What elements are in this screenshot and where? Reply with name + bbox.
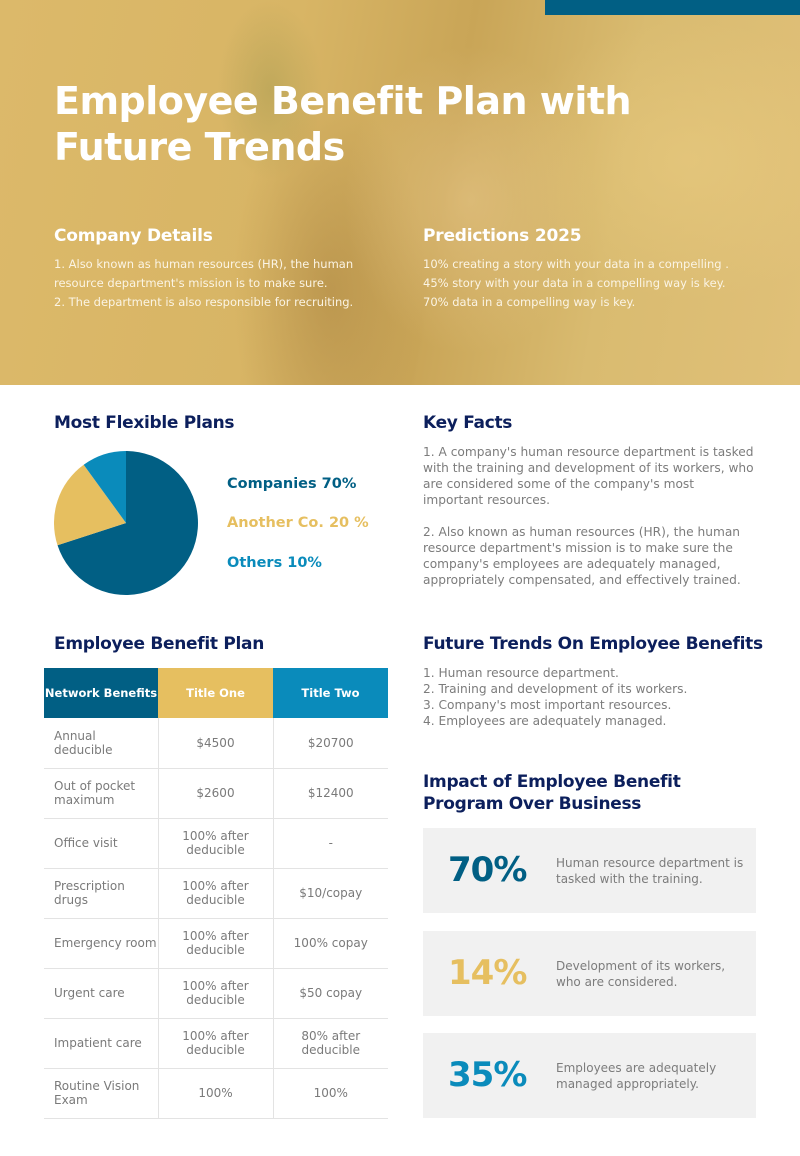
- list-item: 4. Employees are adequately managed.: [423, 714, 667, 728]
- cell-title-two: 100% copay: [273, 918, 388, 968]
- row-label: Annual deducible: [44, 718, 158, 768]
- cell-title-two: -: [273, 818, 388, 868]
- cell-title-two: $20700: [273, 718, 388, 768]
- table-header-row: [44, 668, 388, 718]
- table-row: [44, 968, 388, 1018]
- cell-title-two: $50 copay: [273, 968, 388, 1018]
- legend-companies: Companies 70%: [227, 476, 357, 492]
- table-row: [44, 1018, 388, 1068]
- column-header-network-benefits: Network Benefits: [44, 668, 158, 718]
- company-details-line: 2. The department is also responsible for recruiting.: [54, 295, 354, 309]
- column-header-title-one: Title One: [158, 668, 273, 718]
- impact-description: Development of its workers, who are considered.: [556, 959, 726, 989]
- key-facts-body: [423, 444, 758, 588]
- pie-chart: [54, 451, 198, 595]
- legend-another-co: Another Co. 20 %: [227, 515, 369, 531]
- impact-card: [423, 931, 756, 1016]
- impact-percentage: 35%: [448, 1055, 527, 1095]
- table-row: [44, 868, 388, 918]
- cell-title-one: 100% after deducible: [158, 968, 273, 1018]
- impact-description: Human resource department is tasked with the training.: [556, 856, 744, 886]
- table-row: [44, 918, 388, 968]
- benefit-plan-heading: Employee Benefit Plan: [54, 634, 265, 654]
- cell-title-one: $4500: [158, 718, 273, 768]
- list-item: 2. Training and development of its workers.: [423, 682, 688, 696]
- row-label: Emergency room: [44, 918, 158, 968]
- future-trends-list: [423, 665, 687, 729]
- benefit-plan-table: [44, 668, 388, 1119]
- impact-card: [423, 828, 756, 913]
- cell-title-one: 100% after deducible: [158, 918, 273, 968]
- company-details-heading: Company Details: [54, 226, 213, 246]
- table-row: [44, 1068, 388, 1118]
- cell-title-one: 100% after deducible: [158, 868, 273, 918]
- cell-title-one: $2600: [158, 768, 273, 818]
- key-fact-paragraph: 1. A company's human resource department is tasked with the training and development of its workers, who are considered some of the company's most important resources.: [423, 445, 754, 507]
- impact-percentage: 14%: [448, 953, 527, 993]
- legend-others: Others 10%: [227, 555, 322, 571]
- row-label: Impatient care: [44, 1018, 158, 1068]
- table-row: [44, 718, 388, 768]
- cell-title-two: 80% after deducible: [273, 1018, 388, 1068]
- cell-title-two: $12400: [273, 768, 388, 818]
- company-details: [54, 226, 374, 312]
- cell-title-two: 100%: [273, 1068, 388, 1118]
- key-fact-paragraph: 2. Also known as human resources (HR), the human resource department's mission is to make sure the company's employees are adequately managed, appropriately compensated, and effectively trained.: [423, 525, 741, 587]
- key-facts-heading: Key Facts: [423, 413, 513, 433]
- impact-percentage: 70%: [448, 850, 527, 890]
- impact-description: Employees are adequately managed appropriately.: [556, 1061, 717, 1091]
- table-row: [44, 818, 388, 868]
- row-label: Routine Vision Exam: [44, 1068, 158, 1118]
- prediction-line: 45% story with your data in a compelling way is key.: [423, 276, 726, 290]
- cell-title-one: 100%: [158, 1068, 273, 1118]
- accent-bar: [545, 0, 800, 15]
- cell-title-one: 100% after deducible: [158, 818, 273, 868]
- flexible-plans-heading: Most Flexible Plans: [54, 413, 235, 433]
- page-title: Employee Benefit Plan with Future Trends: [54, 79, 632, 169]
- cell-title-one: 100% after deducible: [158, 1018, 273, 1068]
- column-header-title-two: Title Two: [273, 668, 388, 718]
- row-label: Office visit: [44, 818, 158, 868]
- list-item: 3. Company's most important resources.: [423, 698, 672, 712]
- prediction-line: 70% data in a compelling way is key.: [423, 295, 636, 309]
- prediction-line: 10% creating a story with your data in a compelling .: [423, 257, 729, 271]
- predictions: [423, 226, 763, 312]
- future-trends-heading: Future Trends On Employee Benefits: [423, 634, 763, 654]
- cell-title-two: $10/copay: [273, 868, 388, 918]
- list-item: 1. Human resource department.: [423, 666, 619, 680]
- impact-heading: Impact of Employee Benefit Program Over Business: [423, 772, 681, 814]
- hero-banner: [0, 0, 800, 385]
- row-label: Out of pocket maximum: [44, 768, 158, 818]
- impact-card: [423, 1033, 756, 1118]
- table-row: [44, 768, 388, 818]
- predictions-heading: Predictions 2025: [423, 226, 582, 246]
- row-label: Prescription drugs: [44, 868, 158, 918]
- row-label: Urgent care: [44, 968, 158, 1018]
- company-details-line: 1. Also known as human resources (HR), the human resource department's mission is to make sure.: [54, 257, 354, 290]
